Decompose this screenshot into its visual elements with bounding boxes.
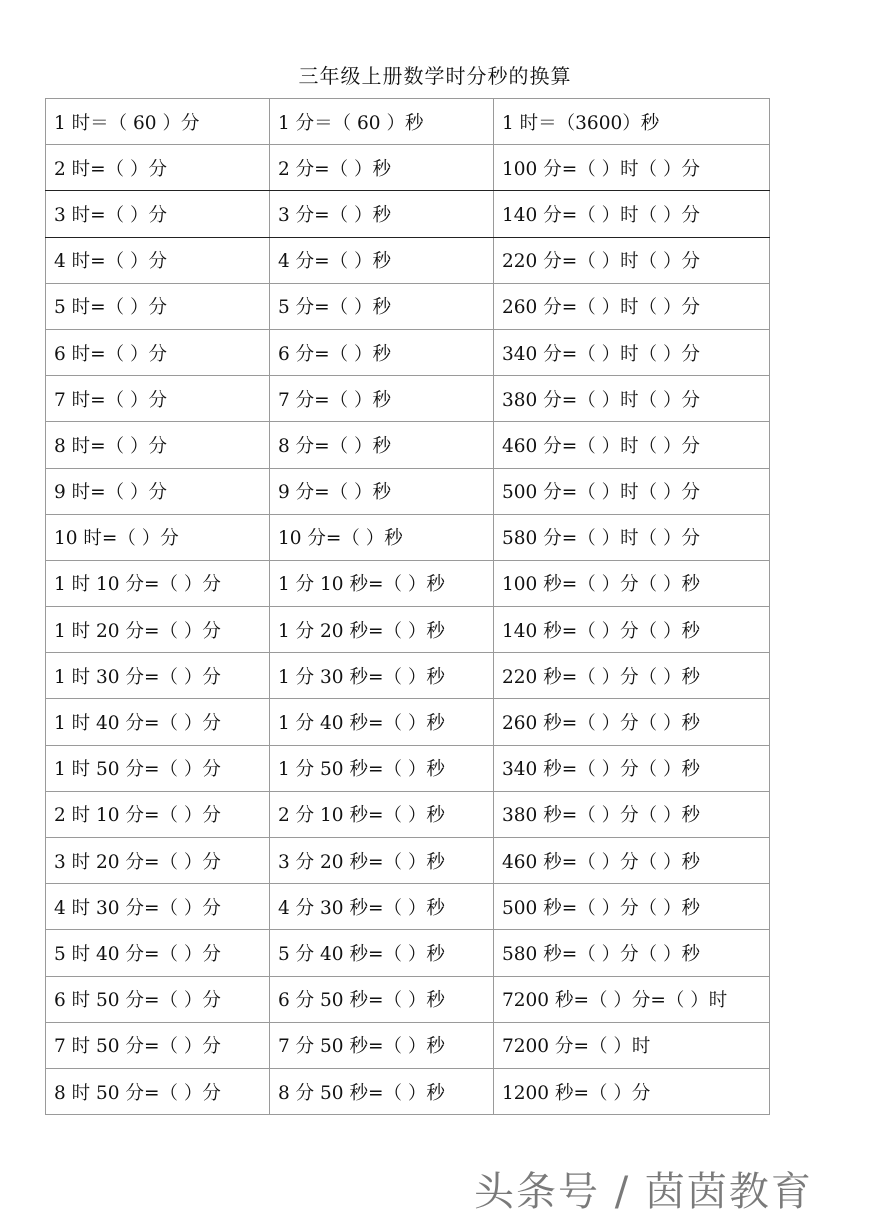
cell-mixed-conversion: 580 秒=（ ）分（ ）秒 — [494, 930, 770, 976]
cell-mixed-conversion: 1 时＝（3600）秒 — [494, 99, 770, 145]
cell-hours-to-minutes: 6 时=（ ）分 — [46, 329, 270, 375]
table-row — [46, 99, 770, 145]
cell-minutes-to-seconds: 4 分=（ ）秒 — [270, 237, 494, 283]
cell-hours-to-minutes: 7 时 50 分=（ ）分 — [46, 1022, 270, 1068]
cell-mixed-conversion: 100 分=（ ）时（ ）分 — [494, 145, 770, 191]
cell-mixed-conversion: 580 分=（ ）时（ ）分 — [494, 514, 770, 560]
cell-mixed-conversion: 260 秒=（ ）分（ ）秒 — [494, 699, 770, 745]
table-row — [46, 237, 770, 283]
cell-hours-to-minutes: 9 时=（ ）分 — [46, 468, 270, 514]
table-row — [46, 560, 770, 606]
cell-minutes-to-seconds: 4 分 30 秒=（ ）秒 — [270, 884, 494, 930]
table-row — [46, 745, 770, 791]
cell-minutes-to-seconds: 5 分=（ ）秒 — [270, 283, 494, 329]
table-row — [46, 607, 770, 653]
cell-minutes-to-seconds: 7 分 50 秒=（ ）秒 — [270, 1022, 494, 1068]
cell-minutes-to-seconds: 9 分=（ ）秒 — [270, 468, 494, 514]
cell-hours-to-minutes: 7 时=（ ）分 — [46, 376, 270, 422]
cell-minutes-to-seconds: 1 分＝（ 60 ）秒 — [270, 99, 494, 145]
cell-mixed-conversion: 7200 分=（ ）时 — [494, 1022, 770, 1068]
cell-minutes-to-seconds: 1 分 50 秒=（ ）秒 — [270, 745, 494, 791]
cell-hours-to-minutes: 3 时 20 分=（ ）分 — [46, 838, 270, 884]
cell-hours-to-minutes: 6 时 50 分=（ ）分 — [46, 976, 270, 1022]
cell-mixed-conversion: 260 分=（ ）时（ ）分 — [494, 283, 770, 329]
cell-mixed-conversion: 380 分=（ ）时（ ）分 — [494, 376, 770, 422]
table-row — [46, 930, 770, 976]
table-row — [46, 422, 770, 468]
cell-minutes-to-seconds: 1 分 20 秒=（ ）秒 — [270, 607, 494, 653]
table-row — [46, 191, 770, 237]
table-row — [46, 376, 770, 422]
table-row — [46, 1022, 770, 1068]
table-row — [46, 884, 770, 930]
table-row — [46, 976, 770, 1022]
cell-hours-to-minutes: 2 时=（ ）分 — [46, 145, 270, 191]
cell-hours-to-minutes: 3 时=（ ）分 — [46, 191, 270, 237]
cell-minutes-to-seconds: 8 分 50 秒=（ ）秒 — [270, 1068, 494, 1114]
cell-minutes-to-seconds: 1 分 10 秒=（ ）秒 — [270, 560, 494, 606]
cell-mixed-conversion: 100 秒=（ ）分（ ）秒 — [494, 560, 770, 606]
cell-mixed-conversion: 1200 秒=（ ）分 — [494, 1068, 770, 1114]
cell-mixed-conversion: 140 秒=（ ）分（ ）秒 — [494, 607, 770, 653]
cell-hours-to-minutes: 1 时 30 分=（ ）分 — [46, 653, 270, 699]
table-row — [46, 838, 770, 884]
cell-mixed-conversion: 340 分=（ ）时（ ）分 — [494, 329, 770, 375]
cell-hours-to-minutes: 10 时=（ ）分 — [46, 514, 270, 560]
table-row — [46, 329, 770, 375]
cell-minutes-to-seconds: 10 分=（ ）秒 — [270, 514, 494, 560]
cell-minutes-to-seconds: 1 分 40 秒=（ ）秒 — [270, 699, 494, 745]
cell-hours-to-minutes: 1 时＝（ 60 ）分 — [46, 99, 270, 145]
worksheet-title: 三年级上册数学时分秒的换算 — [298, 64, 572, 88]
cell-mixed-conversion: 220 分=（ ）时（ ）分 — [494, 237, 770, 283]
cell-hours-to-minutes: 1 时 20 分=（ ）分 — [46, 607, 270, 653]
cell-mixed-conversion: 500 分=（ ）时（ ）分 — [494, 468, 770, 514]
cell-minutes-to-seconds: 8 分=（ ）秒 — [270, 422, 494, 468]
cell-hours-to-minutes: 1 时 50 分=（ ）分 — [46, 745, 270, 791]
cell-hours-to-minutes: 8 时=（ ）分 — [46, 422, 270, 468]
cell-mixed-conversion: 7200 秒=（ ）分=（ ）时 — [494, 976, 770, 1022]
watermark: 头条号 / 茵茵教育 — [474, 1169, 813, 1215]
cell-minutes-to-seconds: 1 分 30 秒=（ ）秒 — [270, 653, 494, 699]
table-row — [46, 514, 770, 560]
cell-hours-to-minutes: 8 时 50 分=（ ）分 — [46, 1068, 270, 1114]
cell-minutes-to-seconds: 2 分 10 秒=（ ）秒 — [270, 791, 494, 837]
cell-minutes-to-seconds: 7 分=（ ）秒 — [270, 376, 494, 422]
cell-minutes-to-seconds: 6 分 50 秒=（ ）秒 — [270, 976, 494, 1022]
cell-minutes-to-seconds: 3 分 20 秒=（ ）秒 — [270, 838, 494, 884]
cell-hours-to-minutes: 4 时 30 分=（ ）分 — [46, 884, 270, 930]
table-row — [46, 653, 770, 699]
cell-hours-to-minutes: 5 时 40 分=（ ）分 — [46, 930, 270, 976]
cell-hours-to-minutes: 4 时=（ ）分 — [46, 237, 270, 283]
cell-hours-to-minutes: 5 时=（ ）分 — [46, 283, 270, 329]
cell-minutes-to-seconds: 5 分 40 秒=（ ）秒 — [270, 930, 494, 976]
conversion-table — [45, 98, 770, 1115]
cell-minutes-to-seconds: 3 分=（ ）秒 — [270, 191, 494, 237]
cell-minutes-to-seconds: 6 分=（ ）秒 — [270, 329, 494, 375]
cell-mixed-conversion: 340 秒=（ ）分（ ）秒 — [494, 745, 770, 791]
cell-hours-to-minutes: 1 时 40 分=（ ）分 — [46, 699, 270, 745]
cell-hours-to-minutes: 2 时 10 分=（ ）分 — [46, 791, 270, 837]
table-row — [46, 699, 770, 745]
conversion-table-body — [46, 99, 770, 1115]
cell-mixed-conversion: 500 秒=（ ）分（ ）秒 — [494, 884, 770, 930]
table-row — [46, 283, 770, 329]
cell-hours-to-minutes: 1 时 10 分=（ ）分 — [46, 560, 270, 606]
cell-mixed-conversion: 220 秒=（ ）分（ ）秒 — [494, 653, 770, 699]
cell-mixed-conversion: 460 秒=（ ）分（ ）秒 — [494, 838, 770, 884]
cell-minutes-to-seconds: 2 分=（ ）秒 — [270, 145, 494, 191]
table-row — [46, 145, 770, 191]
table-row — [46, 1068, 770, 1114]
cell-mixed-conversion: 380 秒=（ ）分（ ）秒 — [494, 791, 770, 837]
table-row — [46, 791, 770, 837]
cell-mixed-conversion: 140 分=（ ）时（ ）分 — [494, 191, 770, 237]
cell-mixed-conversion: 460 分=（ ）时（ ）分 — [494, 422, 770, 468]
table-row — [46, 468, 770, 514]
